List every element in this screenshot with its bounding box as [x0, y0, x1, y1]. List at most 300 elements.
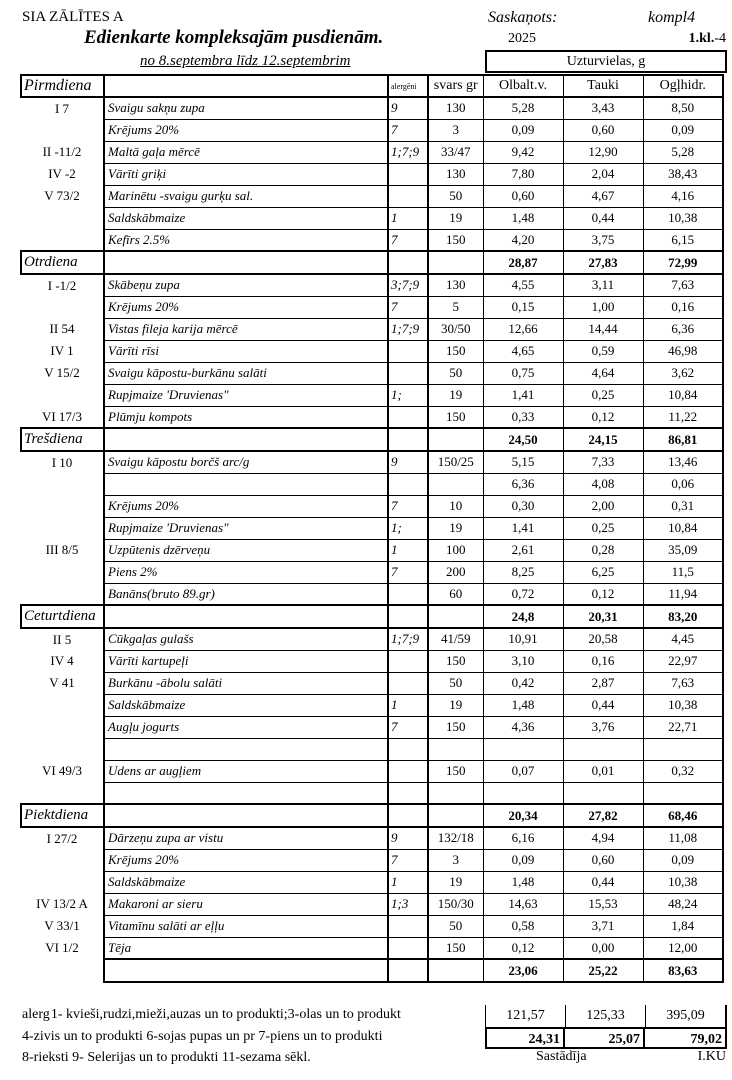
total-fat: 20,31: [563, 605, 643, 628]
protein: 14,63: [483, 893, 563, 915]
allergens: 3;7;9: [388, 274, 428, 296]
dish-name: Vārīti rīsi: [104, 340, 388, 362]
recipe-code: [21, 849, 104, 871]
allergens: [388, 782, 428, 804]
recipe-code: [21, 473, 104, 495]
allergen-legend-line-1: alerg 1- kvieši,rudzi,mieži,auzas un to produkti;3-olas un to produkt: [22, 1007, 401, 1022]
carbs: 48,24: [643, 893, 723, 915]
dish-cell: [104, 804, 388, 827]
allergens: [388, 340, 428, 362]
total-carbs: 83,20: [643, 605, 723, 628]
recipe-code: I -1/2: [47, 277, 77, 293]
header-row: [21, 75, 723, 97]
protein: 1,48: [483, 207, 563, 229]
dish-name: Plūmju kompots: [104, 406, 388, 428]
allergens: [388, 760, 428, 782]
fat: 6,25: [563, 561, 643, 583]
dish-name: Krējums 20%: [104, 849, 388, 871]
protein: 0,72: [483, 583, 563, 605]
allergens: [388, 672, 428, 694]
dish-name: Krējums 20%: [104, 119, 388, 141]
protein: 4,65: [483, 340, 563, 362]
weight: 150: [428, 406, 483, 428]
protein: 12,66: [483, 318, 563, 340]
fat: 0,12: [563, 583, 643, 605]
recipe-code: [21, 384, 104, 406]
protein: 0,15: [483, 296, 563, 318]
final-totals-row: [21, 959, 723, 982]
dish-cell: [104, 428, 388, 451]
carbs: 6,15: [643, 229, 723, 251]
dish-name: Krējums 20%: [104, 296, 388, 318]
recipe-code: I 27/2: [46, 830, 78, 846]
menu-item-row: [21, 672, 723, 694]
class-bold: 1.kl.: [688, 31, 715, 46]
day-separator-row: [21, 251, 723, 274]
fat: 0,44: [563, 694, 643, 716]
protein: 5,15: [483, 451, 563, 473]
recipe-code: II 5: [52, 631, 72, 647]
fat: 15,53: [563, 893, 643, 915]
menu-item-row: [21, 849, 723, 871]
carbs: 0,32: [643, 760, 723, 782]
recipe-code: V 73/2: [44, 188, 80, 203]
dish-name: Maltā gaļa mērcē: [104, 141, 388, 163]
week-avg-fat: 25,07: [565, 1027, 645, 1049]
dish-name: Makaroni ar sieru: [104, 893, 388, 915]
carbs: 46,98: [643, 340, 723, 362]
total-carbs: 83,63: [643, 959, 723, 982]
dish-name: Svaigu kāpostu-burkānu salāti: [104, 362, 388, 384]
dish-cell: [104, 251, 388, 274]
carbs: 0,16: [643, 296, 723, 318]
dish-name: Burkānu -ābolu salāti: [104, 672, 388, 694]
dish-name: Svaigu sakņu zupa: [104, 97, 388, 119]
menu-item-row: [21, 782, 723, 804]
recipe-code: VI 49/3: [41, 763, 83, 778]
recipe-code: I 7: [54, 100, 70, 116]
allergens: 7: [388, 119, 428, 141]
carbs: 12,00: [643, 937, 723, 959]
weight: 200: [428, 561, 483, 583]
weight: 30/50: [428, 318, 483, 340]
carbs: 10,38: [643, 207, 723, 229]
allergens: [388, 185, 428, 207]
weight-cell: [428, 251, 483, 274]
fat: 3,11: [563, 274, 643, 296]
day-label: Otrdiena: [21, 251, 104, 274]
fat: 4,67: [563, 185, 643, 207]
allergens: 7: [388, 296, 428, 318]
menu-item-row: [21, 274, 723, 296]
total-fat: 27,82: [563, 804, 643, 827]
fat: [563, 738, 643, 760]
recipe-code: [21, 517, 104, 539]
weight: 50: [428, 915, 483, 937]
dish-header: [104, 75, 388, 97]
weight: [428, 782, 483, 804]
day-label: Ceturtdiena: [21, 605, 104, 628]
fat: 0,25: [563, 384, 643, 406]
recipe-code: [21, 207, 104, 229]
weight-cell: [428, 605, 483, 628]
weight: 130: [428, 97, 483, 119]
allergens: 1;7;9: [388, 628, 428, 650]
dish-name: Kefīrs 2.5%: [104, 229, 388, 251]
recipe-code: [21, 229, 104, 251]
protein: 0,33: [483, 406, 563, 428]
carbs: 11,94: [643, 583, 723, 605]
dish-name: Udens ar augļiem: [104, 760, 388, 782]
fat: 4,08: [563, 473, 643, 495]
recipe-code: [21, 782, 104, 804]
allergens-cell: [388, 605, 428, 628]
protein: 4,20: [483, 229, 563, 251]
protein: 5,28: [483, 97, 563, 119]
protein: 1,48: [483, 694, 563, 716]
menu-item-row: [21, 185, 723, 207]
weight: 100: [428, 539, 483, 561]
menu-item-row: [21, 937, 723, 959]
fat: 0,44: [563, 207, 643, 229]
fat: 1,00: [563, 296, 643, 318]
protein: 0,09: [483, 849, 563, 871]
menu-item-row: [21, 473, 723, 495]
dish-cell: [104, 959, 388, 982]
fat: 3,43: [563, 97, 643, 119]
recipe-code: V 41: [49, 675, 75, 690]
protein: 1,41: [483, 384, 563, 406]
weight: 19: [428, 384, 483, 406]
day-label: Pirmdiena: [21, 75, 104, 97]
dish-name: Marinētu -svaigu gurķu sal.: [104, 185, 388, 207]
menu-item-row: [21, 650, 723, 672]
carbs: 10,84: [643, 384, 723, 406]
total-carbs: 68,46: [643, 804, 723, 827]
total-carbs: 86,81: [643, 428, 723, 451]
fat: 0,44: [563, 871, 643, 893]
approved-label: Saskaņots:: [488, 9, 558, 26]
fat: 0,12: [563, 406, 643, 428]
menu-item-row: [21, 163, 723, 185]
allergens: [388, 738, 428, 760]
weight: 150: [428, 760, 483, 782]
weight: 50: [428, 362, 483, 384]
allergens: [388, 583, 428, 605]
dish-name: [104, 738, 388, 760]
menu-item-row: [21, 495, 723, 517]
weight: 150: [428, 716, 483, 738]
allergens: 1: [388, 539, 428, 561]
week-total-carbs: 395,09: [645, 1005, 727, 1027]
weight: 33/47: [428, 141, 483, 163]
allergens: [388, 937, 428, 959]
recipe-code: [21, 495, 104, 517]
weight: 50: [428, 185, 483, 207]
fat: 0,01: [563, 760, 643, 782]
dish-name: Vitamīnu salāti ar eļļu: [104, 915, 388, 937]
allergen-legend-line-3: 8-rieksti 9- Selerijas un to produkti 11-sezama sēkl.: [22, 1050, 311, 1065]
menu-period: no 8.septembra līdz 12.septembrim: [140, 53, 351, 69]
fat: 2,00: [563, 495, 643, 517]
carbs: 3,62: [643, 362, 723, 384]
fat: 0,59: [563, 340, 643, 362]
dish-name: Saldskābmaize: [104, 871, 388, 893]
weight: 19: [428, 694, 483, 716]
menu-item-row: [21, 229, 723, 251]
carbs: 22,71: [643, 716, 723, 738]
protein: 1,41: [483, 517, 563, 539]
menu-item-row: [21, 97, 723, 119]
carbs: 35,09: [643, 539, 723, 561]
signature-label: Sastādīja: [536, 1049, 587, 1064]
weight: 130: [428, 163, 483, 185]
protein: 2,61: [483, 539, 563, 561]
fat: 12,90: [563, 141, 643, 163]
fat: 4,94: [563, 827, 643, 849]
dish-name: Banāns(bruto 89.gr): [104, 583, 388, 605]
dish-name: Uzpūtenis dzērveņu: [104, 539, 388, 561]
carbs: 11,5: [643, 561, 723, 583]
allergens: [388, 473, 428, 495]
carbs: 0,06: [643, 473, 723, 495]
day-separator-row: [21, 804, 723, 827]
recipe-code: IV 1: [50, 343, 74, 358]
weight: [428, 473, 483, 495]
menu-item-row: [21, 583, 723, 605]
allergens: 1;: [388, 384, 428, 406]
signature-name: I.KU: [697, 1049, 726, 1064]
weight-cell: [428, 804, 483, 827]
weight: 150/25: [428, 451, 483, 473]
recipe-code: I 10: [51, 454, 73, 470]
weight-cell: [428, 959, 483, 982]
allergens: 1: [388, 207, 428, 229]
carbs: 7,63: [643, 274, 723, 296]
total-protein: 20,34: [483, 804, 563, 827]
dish-name: Saldskābmaize: [104, 207, 388, 229]
allergens: 9: [388, 97, 428, 119]
allergens: 1: [388, 871, 428, 893]
fat: 0,16: [563, 650, 643, 672]
fat: 3,76: [563, 716, 643, 738]
weight: 130: [428, 274, 483, 296]
recipe-code: [21, 716, 104, 738]
fat: 3,71: [563, 915, 643, 937]
menu-item-row: [21, 871, 723, 893]
fat: 3,75: [563, 229, 643, 251]
carbs: 0,09: [643, 849, 723, 871]
dish-name: Saldskābmaize: [104, 694, 388, 716]
menu-item-row: [21, 207, 723, 229]
fat: [563, 782, 643, 804]
dish-name: Svaigu kāpostu borčš arc/g: [104, 451, 388, 473]
menu-item-row: [21, 384, 723, 406]
protein: 0,12: [483, 937, 563, 959]
menu-item-row: [21, 760, 723, 782]
dish-name: Vistas fileja karija mērcē: [104, 318, 388, 340]
total-protein: 28,87: [483, 251, 563, 274]
day-separator-row: [21, 605, 723, 628]
protein: 0,30: [483, 495, 563, 517]
total-fat: 27,83: [563, 251, 643, 274]
recipe-code: IV 4: [50, 653, 74, 668]
weight: 5: [428, 296, 483, 318]
menu-item-row: [21, 561, 723, 583]
week-total-fat: 125,33: [565, 1005, 645, 1027]
recipe-code: [21, 119, 104, 141]
menu-item-row: [21, 738, 723, 760]
allergens: [388, 406, 428, 428]
carbs: 5,28: [643, 141, 723, 163]
protein: 7,80: [483, 163, 563, 185]
menu-item-row: [21, 141, 723, 163]
protein: 6,16: [483, 827, 563, 849]
protein: 0,42: [483, 672, 563, 694]
recipe-code: V 15/2: [44, 365, 80, 380]
carbs: 0,31: [643, 495, 723, 517]
year: 2025: [508, 31, 536, 46]
menu-item-row: [21, 296, 723, 318]
carbs: 10,38: [643, 694, 723, 716]
allergens: 9: [388, 451, 428, 473]
carbs-header: Ogļhidr.: [643, 75, 723, 97]
weight: 3: [428, 849, 483, 871]
allergen-legend-line-2: 4-zivis un to produkti 6-sojas pupas un pr 7-piens un to produkti: [22, 1029, 383, 1044]
weight: 150: [428, 229, 483, 251]
total-fat: 24,15: [563, 428, 643, 451]
dish-name: Piens 2%: [104, 561, 388, 583]
dish-name: Dārzeņu zupa ar vistu: [104, 827, 388, 849]
fat: 0,25: [563, 517, 643, 539]
carbs: 6,36: [643, 318, 723, 340]
allergens: 9: [388, 827, 428, 849]
company-name: SIA ZĀLĪTES A: [22, 9, 124, 25]
protein: 9,42: [483, 141, 563, 163]
allergens: [388, 362, 428, 384]
fat: 0,60: [563, 119, 643, 141]
total-protein: 24,8: [483, 605, 563, 628]
protein: 6,36: [483, 473, 563, 495]
allergens: [388, 163, 428, 185]
carbs: [643, 738, 723, 760]
allergens: [388, 650, 428, 672]
allergens: 7: [388, 716, 428, 738]
day-label: Trešdiena: [21, 428, 104, 451]
weight: [428, 738, 483, 760]
day-separator-row: [21, 428, 723, 451]
class-rest: -4: [714, 31, 726, 46]
recipe-code: [21, 561, 104, 583]
allergens: 7: [388, 229, 428, 251]
fat: 7,33: [563, 451, 643, 473]
carbs: 38,43: [643, 163, 723, 185]
fat: 14,44: [563, 318, 643, 340]
weight: 10: [428, 495, 483, 517]
recipe-code: [21, 871, 104, 893]
total-carbs: 72,99: [643, 251, 723, 274]
allergens-cell: [388, 959, 428, 982]
allergens-cell: [388, 804, 428, 827]
dish-name: Skābeņu zupa: [104, 274, 388, 296]
protein: 0,58: [483, 915, 563, 937]
menu-item-row: [21, 362, 723, 384]
protein: 4,55: [483, 274, 563, 296]
dish-name: [104, 782, 388, 804]
weight-cell: [428, 428, 483, 451]
menu-item-row: [21, 539, 723, 561]
recipe-code: VI 17/3: [41, 408, 83, 424]
menu-item-row: [21, 119, 723, 141]
carbs: [643, 782, 723, 804]
recipe-code: [21, 296, 104, 318]
dish-cell: [104, 605, 388, 628]
protein: [483, 738, 563, 760]
total-protein: 24,50: [483, 428, 563, 451]
carbs: 11,22: [643, 406, 723, 428]
allergens: 1;7;9: [388, 318, 428, 340]
menu-item-row: [21, 451, 723, 473]
fat: 0,00: [563, 937, 643, 959]
dish-name: [104, 473, 388, 495]
fat: 2,87: [563, 672, 643, 694]
weight: 19: [428, 517, 483, 539]
recipe-code: III 8/5: [45, 542, 79, 557]
dish-name: Augļu jogurts: [104, 716, 388, 738]
weight: 132/18: [428, 827, 483, 849]
carbs: 4,16: [643, 185, 723, 207]
week-total-protein: 121,57: [485, 1005, 565, 1027]
weight: 150: [428, 937, 483, 959]
menu-code: kompl4: [648, 9, 696, 26]
weight: 150/30: [428, 893, 483, 915]
carbs: 7,63: [643, 672, 723, 694]
total-fat: 25,22: [563, 959, 643, 982]
carbs: 11,08: [643, 827, 723, 849]
weight: 50: [428, 672, 483, 694]
weight: 150: [428, 650, 483, 672]
menu-item-row: [21, 628, 723, 650]
allergens: 1;3: [388, 893, 428, 915]
menu-item-row: [21, 406, 723, 428]
day-label: Piektdiena: [21, 804, 104, 827]
protein: 1,48: [483, 871, 563, 893]
fat: 0,28: [563, 539, 643, 561]
fat: 0,60: [563, 849, 643, 871]
menu-item-row: [21, 340, 723, 362]
class-label: [689, 31, 726, 47]
weight: 41/59: [428, 628, 483, 650]
protein-header: Olbalt.v.: [483, 75, 563, 97]
protein: 0,75: [483, 362, 563, 384]
allergens: 1: [388, 694, 428, 716]
carbs: 10,84: [643, 517, 723, 539]
recipe-code: V 33/1: [44, 918, 80, 933]
dish-name: Cūkgaļas gulašs: [104, 628, 388, 650]
recipe-code: [21, 583, 104, 605]
protein: 10,91: [483, 628, 563, 650]
allergens: 1;7;9: [388, 141, 428, 163]
protein: 4,36: [483, 716, 563, 738]
allergens-cell: [388, 251, 428, 274]
nutrients-group-header: Uzturvielas, g: [485, 50, 727, 73]
protein: 0,60: [483, 185, 563, 207]
carbs: 4,45: [643, 628, 723, 650]
dish-name: Krējums 20%: [104, 495, 388, 517]
recipe-code: II -11/2: [42, 144, 82, 159]
menu-table: [20, 74, 724, 983]
allergens: 7: [388, 495, 428, 517]
